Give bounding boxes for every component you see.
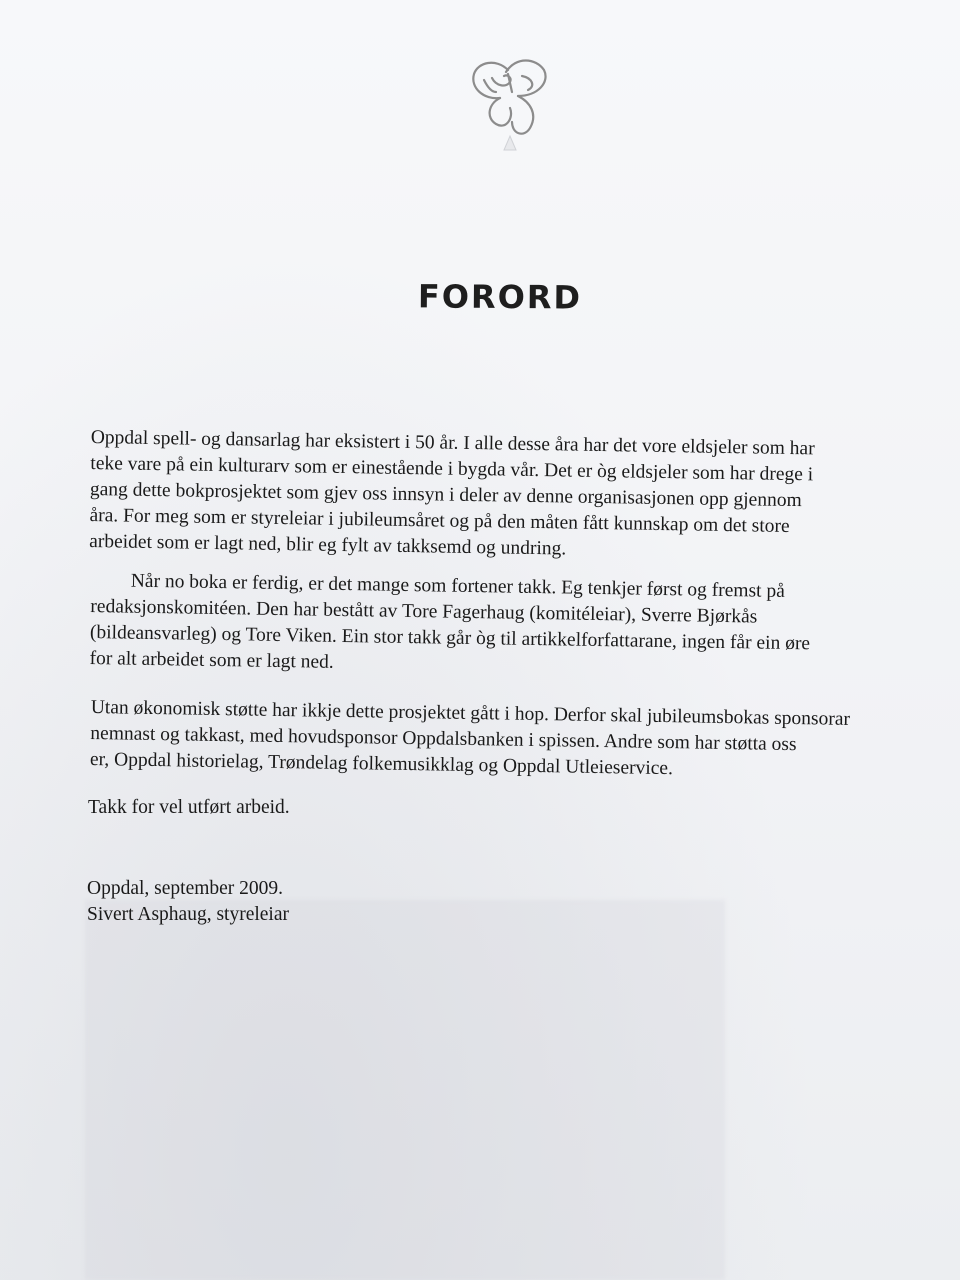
signature-place-date: Oppdal, september 2009. [87,878,284,899]
text-line: er, Oppdal historielag, Trøndelag folkemusikklag og Oppdal Utleieservice. [89,748,674,780]
text-line: gang dette bokprosjektet som gjev oss innsyn i deler av denne organisasjonen opp gjennom [89,478,802,512]
text-line: Takk for vel utført arbeid. [88,797,290,818]
text-line: nemnast og takkast, med hovudsponsor Oppdalsbanken i spissen. Andre som har støtta oss [90,722,797,756]
text-line: (bildeansvarleg) og Tore Viken. Ein stor takk går òg til artikkelforfattarane, ingen får ein øre [89,621,811,655]
text-line: Når no boka er ferdig, er det mange som fortener takk. Eg tenkjer først og fremst på [130,570,785,602]
text-line: Utan økonomisk støtte har ikkje dette prosjektet gått i hop. Derfor skal jubileumsbokas sponsorar [90,696,851,730]
text-line: åra. For meg som er styreleiar i jubileumsåret og på den måten fått kunnskap om det store [89,504,790,537]
page-title: FORORD [417,277,583,317]
signature-name: Sivert Asphaug, styreleiar [87,904,289,925]
closing-thanks [88,795,906,821]
paragraph-sponsors [90,695,909,786]
butterfly-ornament-icon [466,52,550,152]
text-line: arbeidet som er lagt ned, blir eg fylt av takksemd og undring. [89,530,567,560]
text-line: redaksjonskomitéen. Den har bestått av Tore Fagerhaug (komitéleiar), Sverre Bjørkås [90,595,758,628]
paragraph-intro [89,425,909,568]
signature-block [87,876,905,928]
text-line: Oppdal spell- og dansarlag har eksistert i 50 år. I alle desse åra har det vore eldsjeler som har [90,426,815,460]
show-through-shadow [85,900,725,1280]
text-line: teke vare på ein kulturarv som er einestående i bygda vår. Det er òg eldsjeler som har drege i [90,452,814,486]
text-line: for alt arbeidet som er lagt ned. [89,647,334,673]
paragraph-thanks-committee [89,568,909,685]
